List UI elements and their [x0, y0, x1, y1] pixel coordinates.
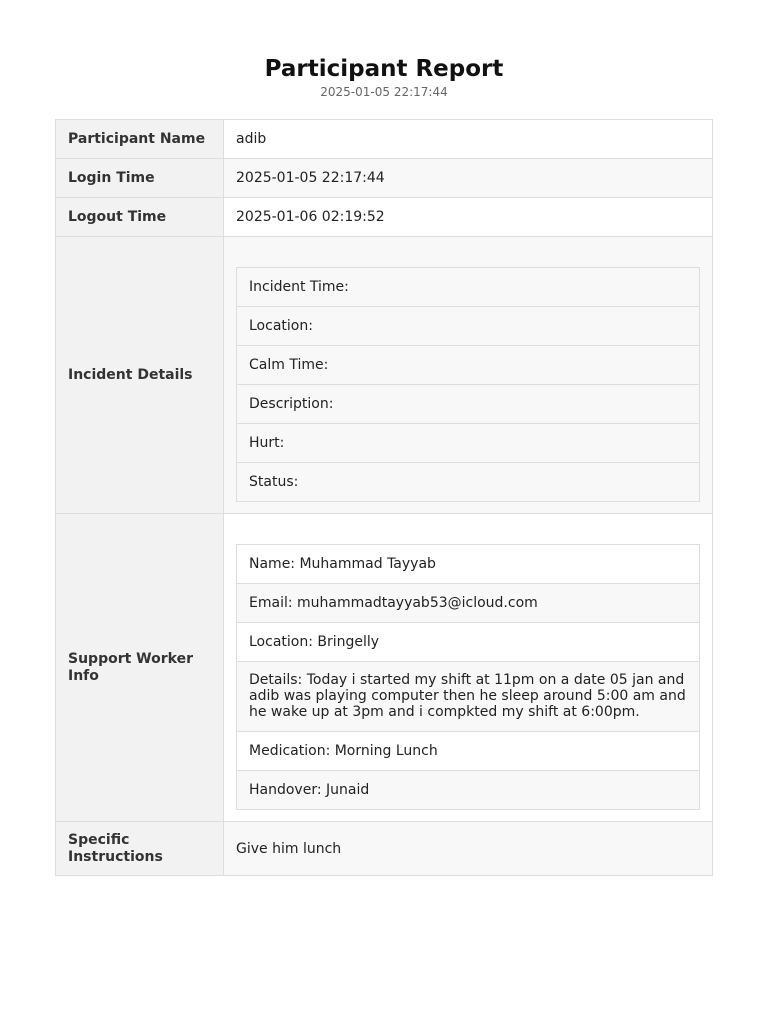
row-incident-details [56, 237, 713, 514]
report-timestamp: 2025-01-05 22:17:44 [320, 85, 448, 99]
worker-medication-field: Medication: Morning Lunch [237, 732, 700, 771]
logout-time-value: 2025-01-06 02:19:52 [224, 198, 713, 237]
incident-details-table [236, 267, 700, 502]
incident-hurt-field: Hurt: [237, 424, 700, 463]
incident-status-field: Status: [237, 463, 700, 502]
row-participant-name [56, 120, 713, 159]
row-specific-instructions [56, 822, 713, 876]
worker-location-field: Location: Bringelly [237, 623, 700, 662]
row-logout-time [56, 198, 713, 237]
support-worker-info-label: Support Worker Info [56, 514, 224, 822]
incident-time-field: Incident Time: [237, 268, 700, 307]
support-worker-table [236, 544, 700, 810]
incident-details-cell [224, 237, 713, 514]
participant-name-label: Participant Name [56, 120, 224, 159]
login-time-value: 2025-01-05 22:17:44 [224, 159, 713, 198]
participant-name-value: adib [224, 120, 713, 159]
worker-details-field: Details: Today i started my shift at 11pm on a date 05 jan and adib was playing computer then he sleep around 5:00 am and he wake up at 3pm and i compkted my shift at 6:00pm. [237, 662, 700, 732]
logout-time-label: Logout Time [56, 198, 224, 237]
incident-calm-time-field: Calm Time: [237, 346, 700, 385]
row-login-time [56, 159, 713, 198]
worker-name-field: Name: Muhammad Tayyab [237, 545, 700, 584]
row-support-worker-info [56, 514, 713, 822]
incident-details-label: Incident Details [56, 237, 224, 514]
specific-instructions-value: Give him lunch [224, 822, 713, 876]
report-header [0, 54, 768, 100]
login-time-label: Login Time [56, 159, 224, 198]
incident-description-field: Description: [237, 385, 700, 424]
report-table [55, 119, 713, 876]
specific-instructions-label: Specific Instructions [56, 822, 224, 876]
worker-email-field: Email: muhammadtayyab53@icloud.com [237, 584, 700, 623]
support-worker-info-cell [224, 514, 713, 822]
worker-handover-field: Handover: Junaid [237, 771, 700, 810]
page-title: Participant Report [264, 56, 504, 82]
incident-location-field: Location: [237, 307, 700, 346]
